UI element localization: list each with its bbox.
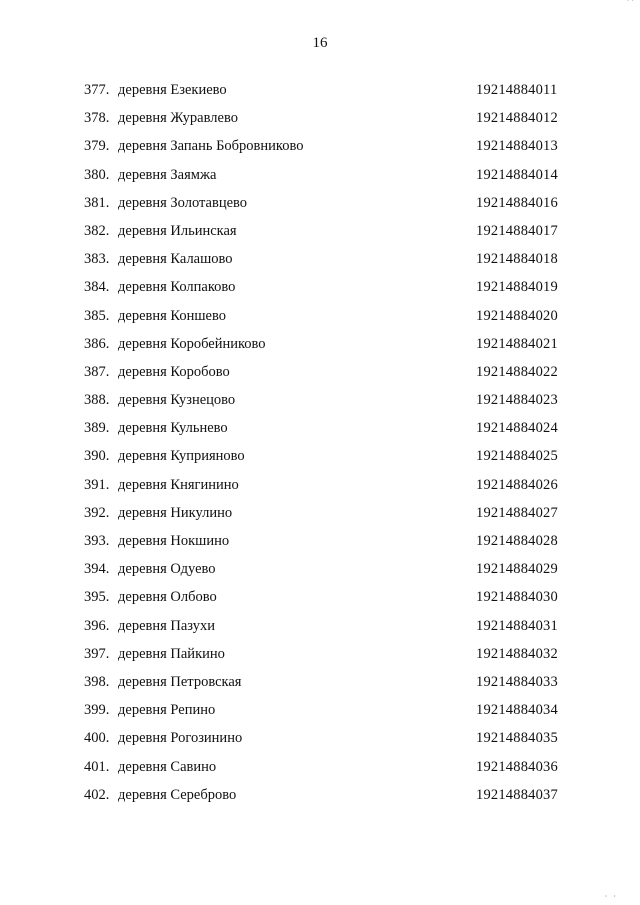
settlement-name: деревня Кузнецово [118, 392, 236, 409]
oktmo-code: 19214884013 [476, 138, 558, 155]
item-number: 397. [84, 645, 110, 662]
list-item [0, 559, 640, 587]
item-number: 387. [84, 363, 110, 380]
settlement-name: деревня Репино [118, 702, 216, 719]
page-number: 16 [312, 35, 328, 51]
item-number: 377. [84, 82, 110, 98]
item-number: 401. [84, 758, 110, 775]
oktmo-code: 19214884028 [476, 533, 558, 549]
settlement-name: деревня Савино [118, 758, 217, 775]
scan-mark-top: · · [626, 0, 634, 5]
item-number: 396. [84, 617, 110, 634]
settlement-name: деревня Заямжа [118, 166, 217, 183]
list-item [0, 700, 640, 728]
oktmo-code: 19214884036 [476, 758, 558, 775]
list-item [0, 531, 640, 559]
oktmo-code: 19214884012 [476, 110, 558, 127]
settlement-name: деревня Нокшино [118, 533, 230, 549]
settlement-name: деревня Колпаково [118, 279, 236, 296]
list-item [0, 80, 640, 108]
settlement-name: деревня Журавлево [118, 110, 238, 127]
oktmo-code: 19214884029 [476, 561, 558, 578]
item-number: 392. [84, 504, 110, 521]
list-item [0, 277, 640, 305]
settlement-name: деревня Пайкино [118, 645, 225, 662]
oktmo-code: 19214884011 [476, 82, 558, 98]
list-item [0, 334, 640, 362]
settlement-name: деревня Княгинино [118, 476, 239, 493]
oktmo-code: 19214884021 [476, 335, 558, 352]
list-item [0, 728, 640, 756]
item-number: 399. [84, 702, 110, 719]
oktmo-code: 19214884035 [476, 730, 558, 747]
list-item [0, 390, 640, 418]
item-number: 393. [84, 533, 110, 549]
item-number: 384. [84, 279, 110, 296]
list-item [0, 193, 640, 221]
oktmo-code: 19214884014 [476, 166, 558, 183]
oktmo-code: 19214884024 [476, 420, 558, 437]
settlement-name: деревня Пазухи [118, 617, 215, 634]
settlement-name: деревня Коробейниково [118, 335, 266, 352]
list-item [0, 362, 640, 390]
settlement-name: деревня Золотавцево [118, 194, 248, 211]
item-number: 388. [84, 392, 110, 409]
oktmo-code: 19214884025 [476, 448, 558, 465]
settlement-name: деревня Куприяново [118, 448, 245, 465]
scan-mark-bottom: ·· [604, 892, 622, 901]
oktmo-code: 19214884026 [476, 476, 558, 493]
oktmo-code: 19214884033 [476, 673, 558, 690]
list-item [0, 306, 640, 334]
oktmo-code: 19214884019 [476, 279, 558, 296]
list-item [0, 446, 640, 474]
item-number: 381. [84, 194, 110, 211]
settlement-name: деревня Рогозинино [118, 730, 243, 747]
settlement-name: деревня Одуево [118, 561, 216, 578]
list-item [0, 587, 640, 615]
oktmo-code: 19214884018 [476, 251, 558, 268]
list-item [0, 249, 640, 277]
list-item [0, 644, 640, 672]
item-number: 379. [84, 138, 110, 155]
item-number: 402. [84, 786, 110, 803]
settlement-name: деревня Коншево [118, 307, 226, 324]
settlement-name: деревня Запань Бобровниково [118, 138, 304, 155]
oktmo-code: 19214884032 [476, 645, 558, 662]
item-number: 390. [84, 448, 110, 465]
item-number: 383. [84, 251, 110, 268]
item-number: 394. [84, 561, 110, 578]
settlement-name: деревня Олбово [118, 589, 217, 606]
settlement-name: деревня Калашово [118, 251, 233, 268]
list-item [0, 475, 640, 503]
list-item [0, 165, 640, 193]
item-number: 395. [84, 589, 110, 606]
list-item [0, 616, 640, 644]
settlement-name: деревня Никулино [118, 504, 233, 521]
item-number: 382. [84, 222, 110, 239]
item-number: 400. [84, 730, 110, 747]
oktmo-code: 19214884031 [476, 617, 558, 634]
oktmo-code: 19214884016 [476, 194, 558, 211]
settlement-name: деревня Петровская [118, 673, 242, 690]
oktmo-code: 19214884037 [476, 786, 558, 803]
oktmo-code: 19214884022 [476, 363, 558, 380]
settlement-name: деревня Коробово [118, 363, 230, 380]
settlement-name: деревня Езекиево [118, 82, 227, 98]
list-item [0, 503, 640, 531]
item-number: 389. [84, 420, 110, 437]
list-item [0, 672, 640, 700]
list-item [0, 757, 640, 785]
list-item [0, 221, 640, 249]
settlement-list [0, 80, 640, 813]
settlement-name: деревня Сереброво [118, 786, 237, 803]
settlement-name: деревня Ильинская [118, 222, 237, 239]
item-number: 378. [84, 110, 110, 127]
settlement-name: деревня Кульнево [118, 420, 228, 437]
list-item [0, 136, 640, 164]
oktmo-code: 19214884020 [476, 307, 558, 324]
item-number: 386. [84, 335, 110, 352]
list-item [0, 108, 640, 136]
list-item [0, 418, 640, 446]
oktmo-code: 19214884030 [476, 589, 558, 606]
oktmo-code: 19214884017 [476, 222, 558, 239]
oktmo-code: 19214884034 [476, 702, 558, 719]
item-number: 398. [84, 673, 110, 690]
item-number: 380. [84, 166, 110, 183]
oktmo-code: 19214884027 [476, 504, 558, 521]
item-number: 385. [84, 307, 110, 324]
list-item [0, 785, 640, 813]
oktmo-code: 19214884023 [476, 392, 558, 409]
item-number: 391. [84, 476, 110, 493]
